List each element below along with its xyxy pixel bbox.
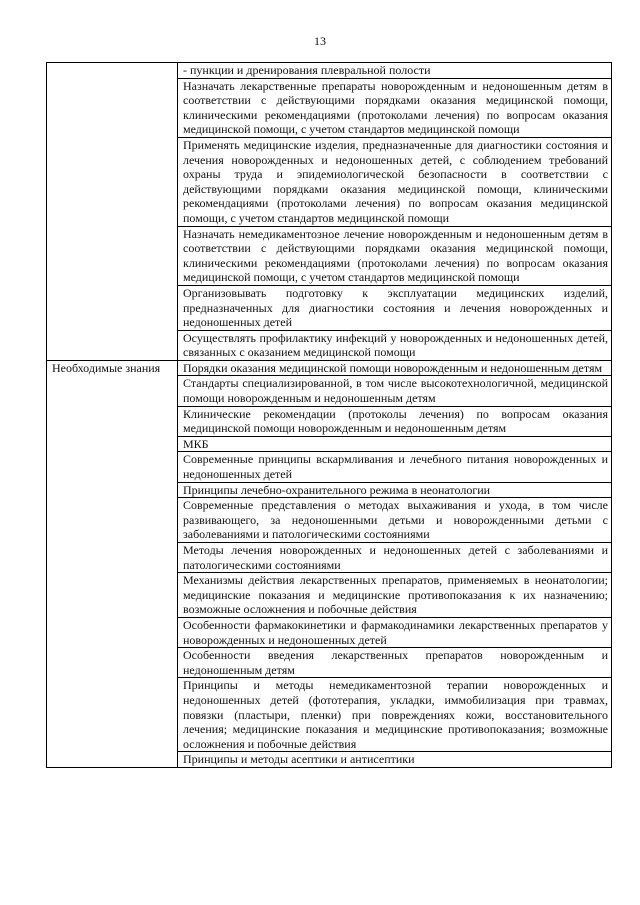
table-cell: Современные принципы вскармливания и лечебного питания новорожденных и недоношенных детей <box>178 452 612 482</box>
competency-table <box>46 62 612 768</box>
knowledge-label: Необходимые знания <box>47 360 178 767</box>
page-number: 13 <box>314 34 326 48</box>
table-cell: Принципы лечебно-охранительного режима в неонатологии <box>178 482 612 498</box>
table-cell: Порядки оказания медицинской помощи новорожденным и недоношенным детям <box>178 360 612 376</box>
table-cell: Механизмы действия лекарственных препаратов, применяемых в неонатологии; медицинские показания и медицинские противопоказания к их назначению; возможные осложнения и побочные действия <box>178 573 612 618</box>
table-cell: Стандарты специализированной, в том числе высокотехнологичной, медицинской помощи новорожденным и недоношенным детям <box>178 376 612 406</box>
table-cell: Современные представления о методах выхаживания и ухода, в том числе развивающего, за недоношенными детьми и новорожденными детьми с заболеваниями и патологическими состояниями <box>178 498 612 543</box>
table-cell: Принципы и методы асептики и антисептики <box>178 752 612 768</box>
table-cell: Назначать лекарственные препараты новорожденным и недоношенным детям в соответствии с действующими порядками оказания медицинской помощи, клиническими рекомендациями (протоколами лечения) по вопросам оказания медицинской помощи, с учетом стандартов медицинской помощи <box>178 78 612 137</box>
table-cell: Особенности фармакокинетики и фармакодинамики лекарственных препаратов у новорожденных и недоношенных детей <box>178 617 612 647</box>
table-cell: Принципы и методы немедикаментозной терапии новорожденных и недоношенных детей (фототерапия, укладки, иммобилизация при травмах, повязки (пластыри, пленки) при повреждениях кожи, восстановительного лечения; медицинские показания и медицинские противопоказания; возможные осложнения и побочные действия <box>178 678 612 752</box>
table-cell: Клинические рекомендации (протоколы лечения) по вопросам оказания медицинской помощи новорожденным и недоношенным детям <box>178 406 612 436</box>
table-cell: Организовывать подготовку к эксплуатации медицинских изделий, предназначенных для диагностики состояния и лечения новорожденных и недоношенных детей <box>178 285 612 330</box>
table-cell: МКБ <box>178 436 612 452</box>
table-row <box>47 63 612 79</box>
table-row <box>47 360 612 376</box>
table-cell: - пункции и дренирования плевральной полости <box>178 63 612 79</box>
table-cell: Методы лечения новорожденных и недоношенных детей с заболеваниями и патологическими состояниями <box>178 543 612 573</box>
table-cell: Применять медицинские изделия, предназначенные для диагностики состояния и лечения новорожденных и недоношенных детей, с соблюдением требований охраны труда и эпидемиологической безопасности в соответствии с действующими порядками оказания медицинской помощи, клиническими рекомендациями (протоколами лечения) по вопросам оказания медицинской помощи, с учетом стандартов медицинской помощи <box>178 137 612 226</box>
table-cell: Особенности введения лекарственных препаратов новорожденным и недоношенным детям <box>178 648 612 678</box>
table-cell: Осуществлять профилактику инфекций у новорожденных и недоношенных детей, связанных с оказанием медицинской помощи <box>178 330 612 360</box>
table-cell: Назначать немедикаментозное лечение новорожденным и недоношенным детям в соответствии с действующими порядками оказания медицинской помощи, клиническими рекомендациями (протоколами лечения) по вопросам оказания медицинской помощи, с учетом стандартов медицинской помощи <box>178 226 612 285</box>
empty-label-cell <box>47 63 178 361</box>
